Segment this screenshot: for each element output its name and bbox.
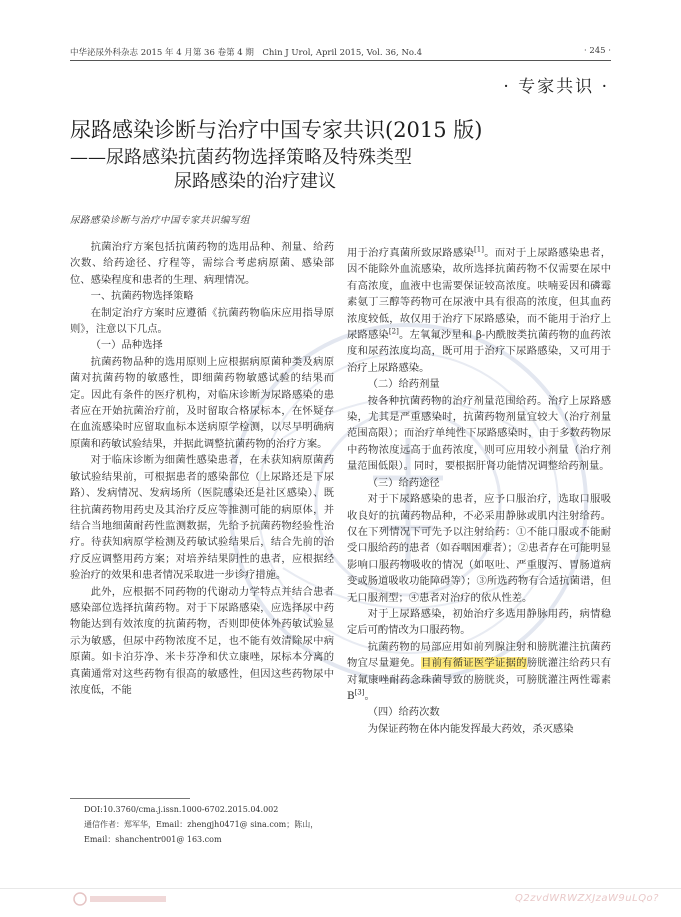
highlighted-text: 目前有循证医学证据的 <box>421 657 527 670</box>
subsection-heading: （四）给药次数 <box>367 706 440 719</box>
running-header <box>70 46 611 60</box>
title-line-2: ——尿路感染抗菌药物选择策略及特殊类型 <box>70 147 412 168</box>
paragraph: 此外，应根据不同药物的代谢动力学特点并结合患者感染部位选择抗菌药物。对于下尿路感染，应选择尿中药物能达到有效浓度的抗菌药物，否则即使体外药敏试验显示为敏感，但尿中药物浓度不足，也不能有效清除尿中病原菌。如卡泊芬净、米卡芬净和伏立康唑，尿标本分离的真菌通常对这些药物有很高的敏感性，但因这些药物尿中浓度低，不能 <box>70 585 334 696</box>
citation-ref: [1] <box>474 245 484 254</box>
footnotes <box>70 802 335 847</box>
header-rule <box>70 60 611 61</box>
right-column <box>347 245 611 737</box>
doi: DOI:10.3760/cma.j.issn.1000-6702.2015.04.002 <box>84 805 279 814</box>
paragraph: 对于上尿路感染，初始治疗多选用静脉用药，病情稳定后可酌情改为口服药物。 <box>347 607 611 637</box>
paragraph: 为保证药物在体内能发挥最大药效，杀灭感染 <box>367 722 574 735</box>
citation-ref: [2] <box>388 327 399 336</box>
paragraph <box>347 639 611 705</box>
text-run: 。而对于上尿路感染患者，因不能除外血流感染，故所选择抗菌药物不仅需要在尿中有高浓度，血液中也需要保证较高浓度。呋喃妥因和磷霉素氨丁三醇等药物可在尿液中具有很高的浓度，但其血药浓度较低，故仅用于治疗下尿路感染，而不能用于治疗上尿路感染 <box>347 247 612 342</box>
paragraph: 对于下尿路感染的患者，应予口服治疗，选取口服吸收良好的抗菌药物品种，不必采用静脉或肌内注射给药。仅在下列情况下可先予以注射给药：①不能口服或不能耐受口服给药的患者（如吞咽困难者）；②患者存在可能明显影响口服药物吸收的情况（如呕吐、严重腹泻、胃肠道病变或肠道吸收功能障碍等）；③所选药物有合适抗菌谱，但无口服剂型；④患者对治疗的依从性差。 <box>347 493 611 604</box>
paragraph: 在制定治疗方案时应遵循《抗菌药物临床应用指导原则》，注意以下几点。 <box>70 306 334 336</box>
bottom-rule <box>0 888 681 889</box>
text-run: 抗菌药物的局部应用如前列腺注射和膀胱灌注抗菌药物宜尽量避免。 <box>347 640 611 670</box>
citation-ref: [3] <box>354 688 365 697</box>
section-label: · 专家共识 · <box>503 77 609 97</box>
paragraph: 对于临床诊断为细菌性感染患者，在未获知病原菌药敏试验结果前，可根据患者的感染部位（上尿路还是下尿路）、发病情况、发病场所（医院感染还是社区感染）、既往抗菌药物用药史及其治疗反应等推测可能的病原体，并结合当地细菌耐药性监测数据，先给予抗菌药物经验性治疗。待获知病原学检测及药敏试验结果后，结合先前的治疗反应调整用药方案；对培养结果阴性的患者，应根据经验治疗的效果和患者情况采取进一步诊疗措施。 <box>70 454 334 582</box>
title-line-3: 尿路感染的治疗建议 <box>174 171 336 192</box>
section-heading: 一、抗菌药物选择策略 <box>90 290 194 303</box>
title-line-1: 尿路感染诊断与治疗中国专家共识(2015 版) <box>70 118 483 142</box>
subsection-heading: （三）给药途径 <box>367 476 440 489</box>
watermark-code: Q2zvdWRWZXJzaW9uLQo? <box>515 893 659 904</box>
text-run: 。 <box>364 689 375 702</box>
left-column <box>70 239 334 698</box>
article-title <box>70 117 630 194</box>
text-run: 用于治疗真菌所致尿路感染 <box>347 247 475 259</box>
paragraph <box>347 245 611 376</box>
database-logo-icon <box>72 890 272 908</box>
paragraph: 抗菌药物品种的选用原则上应根据病原菌种类及病原菌对抗菌药物的敏感性，即细菌药物敏感试验的结果而定。因此有条件的医疗机构，对临床诊断为尿路感染的患者应在开始抗菌治疗前，及时留取合格尿标本，在怀疑存在血流感染时应留取血标本送病原学检测，以尽早明确病原菌和药敏试验结果，并据此调整抗菌药物的治疗方案。 <box>70 355 334 450</box>
author-group: 尿路感染诊断与治疗中国专家共识编写组 <box>70 215 251 226</box>
subsection-heading: （二）给药剂量 <box>367 378 440 391</box>
subsection-heading: （一）品种选择 <box>90 339 163 352</box>
footnote-rule <box>70 798 190 799</box>
paragraph: 抗菌治疗方案包括抗菌药物的选用品种、剂量、给药次数、给药途径、疗程等，需综合考虑病原菌、感染部位、感染程度和患者的生理、病理情况。 <box>70 241 334 286</box>
text-run: 膀胱灌注给药只有对氟康唑耐药念珠菌导致的膀胱炎，可膀胱灌注两性霉素 B <box>347 657 612 702</box>
journal-citation: 中华泌尿外科杂志 2015 年 4 月第 36 卷第 4 期 Chin J Urol, April 2015, Vol. 36, No.4 <box>70 48 422 58</box>
corresponding-author: 通信作者：郑军华，Email：zhengjh0471@ sina.com；陈山，Email：shanchentr001@ 163.com <box>84 820 319 844</box>
text-run: 。左氧氟沙星和 β-内酰胺类抗菌药物的血药浓度和尿药浓度均高，既可用于治疗下尿路感染，又可用于治疗上尿路感染。 <box>347 329 611 374</box>
page-number: · 245 · <box>583 46 611 56</box>
paragraph: 按各种抗菌药物的治疗剂量范围给药。治疗上尿路感染，尤其是严重感染时，抗菌药物剂量宜较大（治疗剂量范围高限）；而治疗单纯性下尿路感染时，由于多数药物尿中药物浓度远高于血药浓度，则可应用较小剂量（治疗剂量范围低限）。同时，要根据肝肾功能情况调整给药剂量。 <box>347 394 611 473</box>
